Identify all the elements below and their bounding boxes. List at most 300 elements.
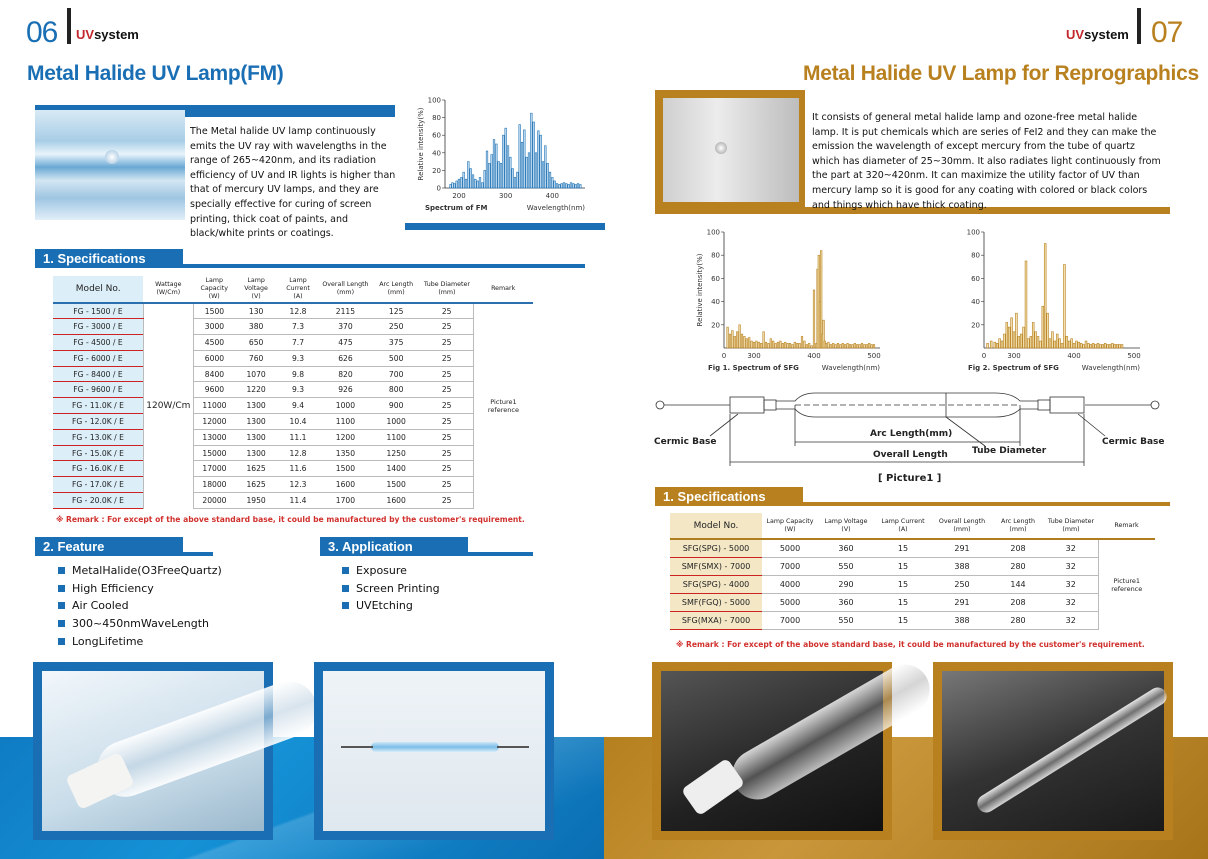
table-cell: 25 [420, 445, 473, 461]
table-cell: 9600 [193, 382, 235, 398]
chart-bar [748, 338, 750, 348]
lamp-photo-fm [35, 110, 185, 220]
chart-bar [994, 342, 996, 348]
table-header-cell: Lamp Current (A) [277, 276, 319, 303]
x-tick-label: 500 [867, 352, 881, 360]
table-cell-model: FG - 12.0K / E [53, 414, 143, 430]
chart-bar [871, 345, 873, 348]
chart-bar [556, 184, 558, 188]
chart-bar [575, 184, 577, 188]
list-item-label: MetalHalide(O3FreeQuartz) [72, 564, 222, 578]
chart-bar [796, 343, 798, 348]
lamp-photo-closeup-left [33, 662, 273, 840]
table-cell: 375 [372, 335, 421, 351]
chart-bar [806, 345, 808, 348]
page-title-right: Metal Halide UV Lamp for Reprographics [803, 62, 1199, 85]
chart-bar [552, 177, 554, 188]
description-right: It consists of general metal halide lamp and ozone-free metal halide lamp. It is put chemicals which are series of FeI2 and they can make the emission the wavelength of except mercury from the tube of quartz which has diameter of 25~30mm. It also radiates light continuously from the part at 320~420nm. It can maximize the utility factor of UV than mercury lamp so it is good for any coating with colored or black colors and things which have thick coating. [812, 112, 1161, 211]
list-item [342, 562, 440, 580]
table-row [53, 461, 533, 477]
feature-heading: 2. Feature [35, 537, 183, 556]
y-tick-label: 0 [436, 184, 441, 193]
table-cell: 25 [420, 335, 473, 351]
x-tick-label: 300 [1007, 352, 1021, 360]
table-cell: 2115 [319, 303, 372, 319]
chart-bar [813, 290, 815, 348]
x-tick-label: 200 [452, 192, 466, 200]
chart-bar [756, 341, 758, 348]
chart-bar [856, 345, 858, 348]
brand-uv-right: UV [1066, 27, 1085, 42]
table-cell: 25 [420, 350, 473, 366]
chart-bar [844, 345, 846, 348]
chart-bar [568, 184, 570, 188]
chart-bar [775, 343, 777, 348]
table-cell-model: FG - 8400 / E [53, 366, 143, 382]
chart-bar [510, 157, 512, 188]
table-cell-model: FG - 13.0K / E [53, 429, 143, 445]
table-cell: 291 [932, 539, 992, 557]
table-cell: 20000 [193, 493, 235, 509]
table-cell: 25 [420, 382, 473, 398]
chart-title: Fig 1. Spectrum of SFG [708, 364, 799, 372]
chart-bar [811, 346, 813, 348]
application-heading: 3. Application [320, 537, 468, 556]
table-row [670, 593, 1155, 611]
table-cell-model: FG - 20.0K / E [53, 493, 143, 509]
chart-bar [792, 345, 794, 348]
chart-bar [566, 184, 568, 188]
chart-bar [1121, 345, 1123, 348]
chart-bar [505, 128, 507, 188]
table-cell: 280 [992, 611, 1044, 629]
table-header-cell: Lamp Voltage (V) [818, 513, 874, 539]
table-cell: 15 [874, 557, 932, 575]
chart-bar [545, 146, 547, 188]
y-axis-title: Relative intensity(%) [696, 253, 704, 327]
table-cell-model: FG - 1500 / E [53, 303, 143, 319]
list-item-label: UVEtching [356, 599, 413, 613]
table-cell: 4500 [193, 335, 235, 351]
chart-bar [470, 169, 472, 188]
chart-bar [524, 130, 526, 188]
table-cell-model: FG - 11.0K / E [53, 398, 143, 414]
bullet-square-icon [342, 567, 349, 574]
chart-bar [739, 325, 741, 348]
x-tick-label: 0 [981, 352, 987, 360]
table-cell: 15 [874, 611, 932, 629]
table-cell: 1700 [319, 493, 372, 509]
table-cell: 1600 [372, 493, 421, 509]
chart-bar [1008, 327, 1010, 348]
chart-bar [450, 184, 452, 188]
chart-bar [465, 179, 467, 188]
chart-bar [580, 184, 582, 188]
table-cell: 1300 [235, 445, 277, 461]
chart-bar [1047, 313, 1049, 348]
chart-bar [808, 343, 810, 348]
table-cell: 5000 [762, 539, 818, 557]
table-header-cell: Model No. [670, 513, 762, 539]
chart-bar [732, 331, 734, 348]
spec-heading-left: 1. Specifications [35, 249, 183, 268]
chart-bar [533, 122, 535, 188]
chart-underline-left [405, 223, 605, 230]
bullet-square-icon [58, 620, 65, 627]
table-cell: 12000 [193, 414, 235, 430]
table-row [53, 477, 533, 493]
list-item [58, 562, 222, 580]
chart-bar [563, 183, 565, 188]
chart-bar [852, 345, 854, 348]
table-cell: 11.4 [277, 493, 319, 509]
page-number-left: 06 [26, 16, 58, 49]
table-cell: 9.3 [277, 350, 319, 366]
chart-bar [847, 343, 849, 348]
table-cell-model: SFG(SPG) - 5000 [670, 539, 762, 557]
chart-bar [489, 163, 491, 188]
y-tick-label: 20 [711, 321, 720, 330]
chart-bar [538, 131, 540, 188]
table-cell: 650 [235, 335, 277, 351]
chart-bar [780, 341, 782, 348]
table-cell: 130 [235, 303, 277, 319]
spectrum-sfg-chart-1 [698, 224, 898, 374]
chart-bar [454, 184, 456, 188]
table-cell: 11.1 [277, 429, 319, 445]
chart-bar [559, 184, 561, 188]
table-cell: 144 [992, 575, 1044, 593]
table-header-cell: Tube Diameter (mm) [420, 276, 473, 303]
list-item [342, 580, 440, 598]
table-cell: 32 [1044, 593, 1098, 611]
table-cell-model: SMF(SMX) - 7000 [670, 557, 762, 575]
chart-bar [1111, 343, 1113, 348]
chart-bar [1083, 345, 1085, 348]
chart-bar [866, 345, 868, 348]
x-axis-title: Wavelength(nm) [526, 204, 585, 212]
table-cell-model: SMF(FGQ) - 5000 [670, 593, 762, 611]
chart-bar [840, 345, 842, 348]
table-cell: 1220 [235, 382, 277, 398]
table-cell: 388 [932, 557, 992, 575]
table-row [53, 319, 533, 335]
chart-bar [741, 334, 743, 348]
lamp-photo-closeup-right [652, 662, 892, 840]
chart-bar [1107, 345, 1109, 348]
chart-bar [1051, 332, 1053, 348]
chart-bar [784, 342, 786, 348]
table-cell-model: FG - 9600 / E [53, 382, 143, 398]
chart-bar [1095, 345, 1097, 348]
y-tick-label: 80 [432, 114, 441, 123]
y-tick-label: 100 [966, 228, 980, 237]
chart-bar [1054, 341, 1056, 348]
brand-system-right: system [1084, 27, 1129, 42]
table-cell: 208 [992, 593, 1044, 611]
y-tick-label: 20 [971, 321, 980, 330]
chart-bar [763, 332, 765, 348]
table-cell: 4000 [762, 575, 818, 593]
table-header-cell: Lamp Capacity (W) [193, 276, 235, 303]
table-cell: 18000 [193, 477, 235, 493]
table-cell: 7000 [762, 611, 818, 629]
chart-bar [1080, 343, 1082, 348]
list-item-label: Air Cooled [72, 599, 129, 613]
chart-bar [1073, 343, 1075, 348]
chart-bar [512, 169, 514, 188]
table-cell: 32 [1044, 557, 1098, 575]
chart-bar [463, 172, 465, 188]
chart-bar [531, 113, 533, 188]
chart-bar [1099, 345, 1101, 348]
chart-title: Fig 2. Spectrum of SFG [968, 364, 1059, 372]
table-cell: 1350 [319, 445, 372, 461]
table-cell: 1500 [319, 461, 372, 477]
diagram-label-overall-length: Overall Length [873, 450, 948, 460]
table-row [670, 557, 1155, 575]
chart-bar [787, 343, 789, 348]
chart-bar [772, 341, 774, 348]
application-heading-rule [468, 552, 533, 556]
chart-bar [782, 343, 784, 348]
table-row [53, 414, 533, 430]
table-cell: 1200 [319, 429, 372, 445]
chart-bar [1059, 339, 1061, 348]
table-row [670, 539, 1155, 557]
table-cell-model: FG - 4500 / E [53, 335, 143, 351]
chart-bar [1116, 345, 1118, 348]
table-cell: 626 [319, 350, 372, 366]
table-cell: 25 [420, 303, 473, 319]
chart-bar [1102, 345, 1104, 348]
x-tick-label: 0 [721, 352, 727, 360]
chart-bar [990, 341, 992, 348]
remark-note-left: ※ Remark : For except of the above standard base, it could be manufactured by the customer's requirement. [56, 515, 525, 524]
spec-heading-right: 1. Specifications [655, 487, 803, 506]
table-row [670, 575, 1155, 593]
chart-bar [535, 153, 537, 188]
chart-bar [751, 341, 753, 348]
y-tick-label: 60 [971, 274, 980, 283]
chart-bar [996, 343, 998, 348]
chart-bar [526, 157, 528, 188]
chart-bar [477, 181, 479, 188]
table-cell: 370 [319, 319, 372, 335]
table-cell: 388 [932, 611, 992, 629]
table-cell-model: FG - 6000 / E [53, 350, 143, 366]
y-tick-label: 20 [432, 166, 441, 175]
chart-title: Spectrum of FM [425, 204, 488, 212]
lamp-photo-sfg [663, 98, 799, 202]
chart-bar [1006, 322, 1008, 348]
chart-bar [547, 163, 549, 188]
chart-bar [828, 342, 830, 348]
table-row [53, 303, 533, 319]
x-tick-label: 300 [747, 352, 761, 360]
y-tick-label: 100 [427, 96, 441, 105]
chart-bar [1035, 332, 1037, 348]
chart-bar [832, 343, 834, 348]
table-header-cell: Overall Length (mm) [319, 276, 372, 303]
table-row [670, 611, 1155, 629]
chart-bar [507, 146, 509, 188]
bullet-square-icon [342, 585, 349, 592]
application-list [342, 562, 440, 615]
table-cell: 13000 [193, 429, 235, 445]
lamp-photo-full-right [933, 662, 1173, 840]
diagram-label-tube-diameter: Tube Diameter [972, 446, 1047, 456]
chart-bar [1032, 322, 1034, 348]
table-cell: 550 [818, 611, 874, 629]
table-cell: 7.3 [277, 319, 319, 335]
x-tick-label: 400 [545, 192, 560, 200]
table-cell: 25 [420, 461, 473, 477]
brand-uv: UV [76, 27, 95, 42]
chart-bar [868, 343, 870, 348]
table-cell: 7000 [762, 557, 818, 575]
feature-list [58, 562, 222, 650]
chart-bar [799, 343, 801, 348]
table-cell: 1000 [319, 398, 372, 414]
table-cell: 7.7 [277, 335, 319, 351]
chart-bar [999, 339, 1001, 348]
chart-bar [873, 345, 875, 348]
chart-bar [570, 183, 572, 188]
diagram-label-cermic-right: Cermic Base [1102, 437, 1165, 447]
table-cell-model: FG - 16.0K / E [53, 461, 143, 477]
chart-bar [789, 343, 791, 348]
table-cell: 25 [420, 493, 473, 509]
table-cell: 800 [372, 382, 421, 398]
y-tick-label: 100 [706, 228, 720, 237]
lamp-photo-full-left [314, 662, 554, 840]
diagram-caption: [ Picture1 ] [878, 473, 942, 484]
table-cell: 500 [372, 350, 421, 366]
chart-bar [820, 251, 822, 348]
table-cell: 250 [932, 575, 992, 593]
list-item [58, 632, 222, 650]
table-cell-model: FG - 15.0K / E [53, 445, 143, 461]
list-item [58, 580, 222, 598]
table-cell-remark: Picture1 reference [473, 303, 533, 508]
page-divider-bar [67, 8, 71, 44]
list-item-label: Exposure [356, 564, 407, 578]
y-tick-label: 80 [711, 251, 720, 260]
x-axis-title: Wavelength(nm) [1081, 364, 1140, 372]
table-row [53, 493, 533, 509]
list-item [58, 597, 222, 615]
list-item-label: Screen Printing [356, 581, 440, 595]
spec-heading-rule-left [183, 264, 585, 268]
chart-bar [561, 184, 563, 188]
table-cell: 25 [420, 398, 473, 414]
table-cell: 15 [874, 575, 932, 593]
diagram-label-cermic-left: Cermic Base [654, 437, 717, 447]
table-cell-wattage: 120W/Cm [143, 303, 193, 508]
table-cell: 290 [818, 575, 874, 593]
table-header-cell: Lamp Voltage (V) [235, 276, 277, 303]
y-tick-label: 40 [711, 298, 720, 307]
chart-bar [1063, 264, 1065, 348]
chart-bar [1087, 343, 1089, 348]
chart-bar [734, 336, 736, 348]
chart-bar [1015, 313, 1017, 348]
y-tick-label: 40 [971, 298, 980, 307]
y-tick-label: 60 [432, 131, 441, 140]
table-cell: 1600 [319, 477, 372, 493]
table-cell: 1625 [235, 461, 277, 477]
chart-bar [987, 343, 989, 348]
table-cell: 5000 [762, 593, 818, 611]
bullet-square-icon [58, 585, 65, 592]
table-cell: 291 [932, 593, 992, 611]
chart-bar [519, 125, 521, 188]
table-cell: 1300 [235, 414, 277, 430]
table-cell: 475 [319, 335, 372, 351]
chart-bar [514, 177, 516, 188]
spectrum-sfg-chart-2 [958, 224, 1158, 374]
table-cell: 380 [235, 319, 277, 335]
chart-bar [830, 345, 832, 348]
table-cell: 9.3 [277, 382, 319, 398]
bullet-square-icon [58, 638, 65, 645]
table-cell-model: FG - 17.0K / E [53, 477, 143, 493]
table-row [53, 366, 533, 382]
table-row [53, 398, 533, 414]
table-cell-remark: Picture1 reference [1098, 539, 1155, 629]
table-row [53, 335, 533, 351]
chart-bar [736, 332, 738, 348]
chart-bar [456, 181, 458, 188]
chart-bar [1030, 336, 1032, 348]
chart-bar [1044, 244, 1046, 348]
spectrum-fm-chart [405, 92, 605, 230]
diagram-label-arc-length: Arc Length(mm) [870, 429, 953, 439]
table-cell: 3000 [193, 319, 235, 335]
table-row [53, 350, 533, 366]
table-cell: 820 [319, 366, 372, 382]
chart-bar [1075, 341, 1077, 348]
table-cell: 1500 [193, 303, 235, 319]
table-cell: 360 [818, 593, 874, 611]
table-cell: 1950 [235, 493, 277, 509]
chart-bar [801, 336, 803, 348]
y-tick-label: 40 [432, 149, 441, 158]
chart-bar [517, 172, 519, 188]
chart-bar [1071, 339, 1073, 348]
page-number-right: 07 [1151, 16, 1183, 49]
x-tick-label: 400 [807, 352, 821, 360]
table-cell: 900 [372, 398, 421, 414]
table-cell: 125 [372, 303, 421, 319]
chart-bar [521, 142, 523, 188]
chart-bar [861, 343, 863, 348]
table-header-row [53, 276, 533, 303]
table-cell: 1070 [235, 366, 277, 382]
chart-bar [729, 334, 731, 348]
table-cell: 12.3 [277, 477, 319, 493]
chart-bar [1068, 341, 1070, 348]
table-cell: 25 [420, 319, 473, 335]
table-cell: 25 [420, 429, 473, 445]
chart-bar [1090, 345, 1092, 348]
chart-bar [500, 163, 502, 188]
chart-bar [744, 336, 746, 348]
chart-bar [1020, 334, 1022, 348]
bullet-square-icon [58, 602, 65, 609]
table-row [53, 382, 533, 398]
